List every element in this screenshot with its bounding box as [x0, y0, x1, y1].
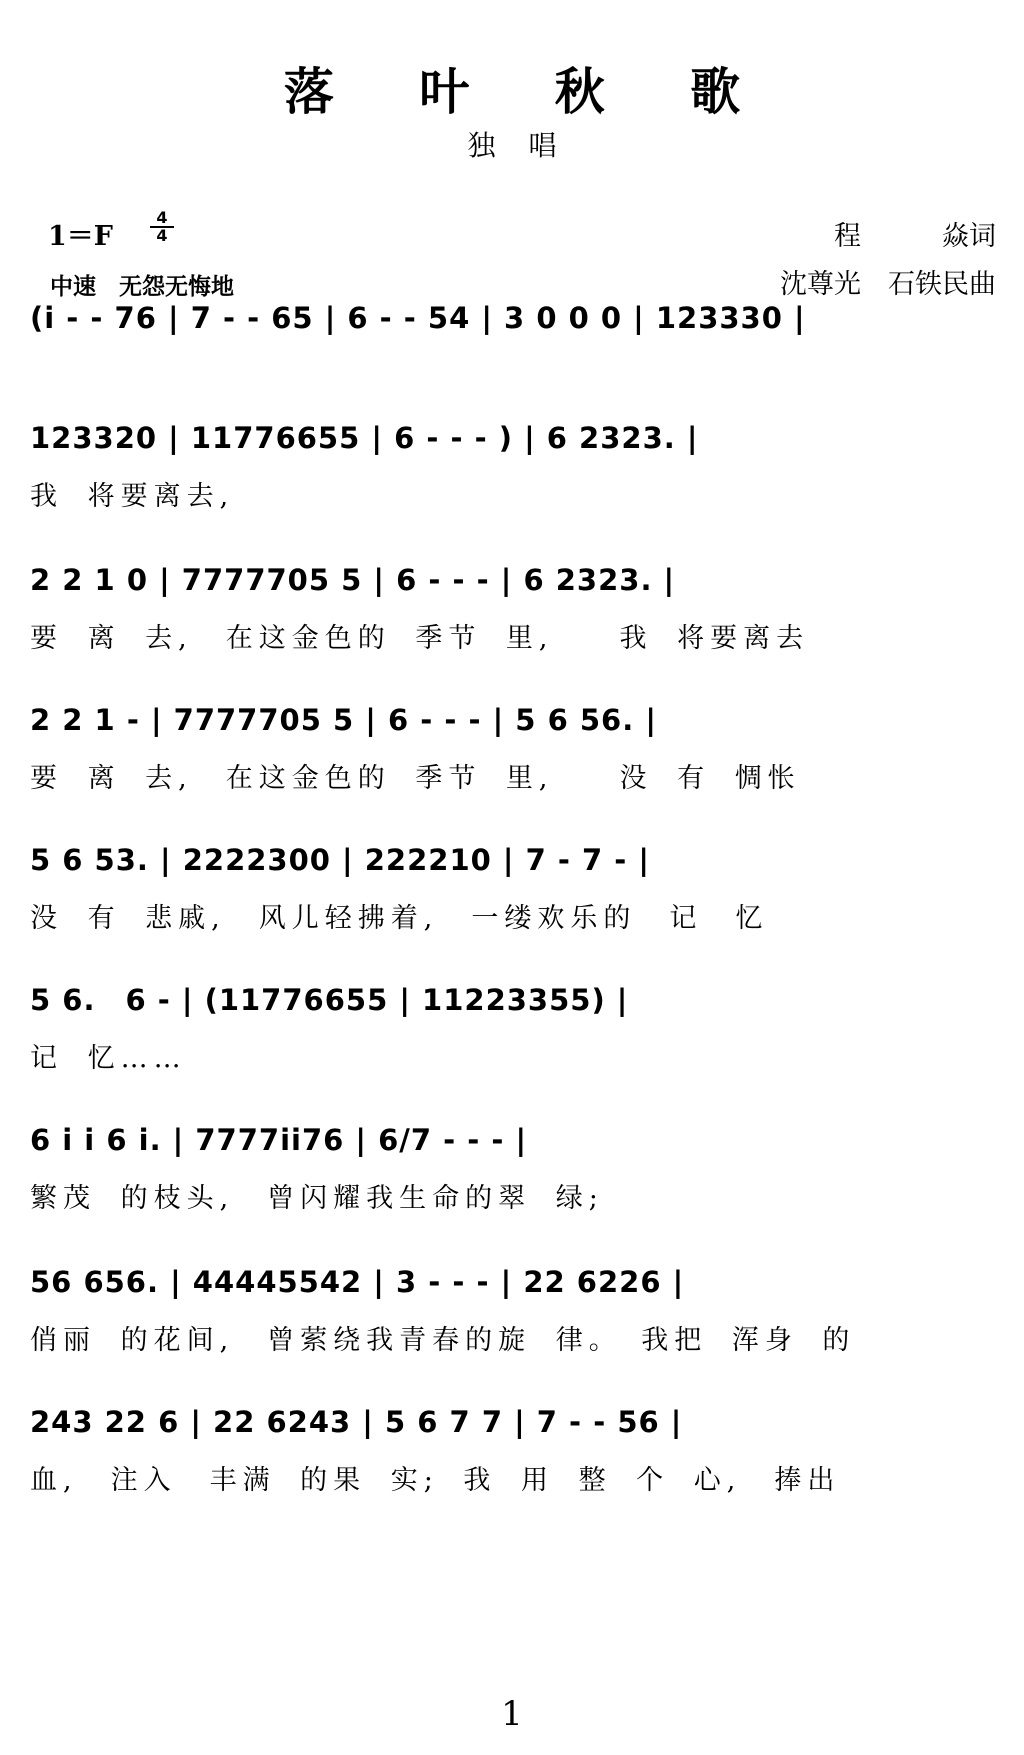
stave-line [0, 1402, 1024, 1512]
notation-line: 5 6 53. | 2222300 | 222210 | 7 - 7 - | [30, 843, 650, 877]
stave-line [0, 840, 1024, 950]
notation-line: 243 22 6 | 22 6243 | 5 6 7 7 | 7 - - 56 | [30, 1405, 683, 1439]
lyrics-line: 记 忆…… [30, 1043, 187, 1074]
lyrics-line: 繁茂 的枝头, 曾闪耀我生命的翠 绿; [30, 1183, 604, 1214]
stave-line [0, 1262, 1024, 1372]
time-signature [150, 210, 174, 244]
notation-line: 123320 | 11776655 | 6 - - - ) | 6 2323. | [30, 421, 699, 455]
lyrics-line: 要 离 去, 在这金色的 季节 里, 没 有 惆怅 [30, 763, 801, 794]
composer-credit: 沈尊光 石铁民曲 [780, 269, 996, 300]
tempo-marking: 中速 无怨无悔地 [50, 274, 234, 300]
lyrics-line: 要 离 去, 在这金色的 季节 里, 我 将要离去 [30, 623, 810, 654]
lyrics-line: 血, 注入 丰满 的果 实; 我 用 整 个 心, 捧出 [30, 1465, 841, 1496]
key-signature: 1＝F [48, 221, 113, 252]
lyrics-line: 没 有 悲戚, 风儿轻拂着, 一缕欢乐的 记 忆 [30, 903, 769, 934]
page-number: 1 [501, 1694, 523, 1734]
time-signature-bottom: 4 [150, 226, 174, 244]
stave-line [0, 418, 1024, 528]
time-signature-top: 4 [156, 208, 168, 227]
notation-line: 5 6. 6 - | (11776655 | 11223355) | [30, 983, 629, 1017]
stave-line [0, 980, 1024, 1090]
notation-line: 6 i i 6 i. | 7777ii76 | 6/7 - - - | [30, 1123, 528, 1157]
notation-line: (i - - 76 | 7 - - 65 | 6 - - 54 | 3 0 0 0 | 123330 | [30, 301, 806, 335]
song-title: 落 叶 秋 歌 [283, 62, 775, 121]
stave-line [0, 298, 1024, 408]
lyrics-line: 俏丽 的花间, 曾萦绕我青春的旋 律。 我把 浑身 的 [30, 1325, 856, 1356]
song-subtitle: 独 唱 [467, 129, 569, 162]
notation-line: 56 656. | 44445542 | 3 - - - | 22 6226 | [30, 1265, 685, 1299]
lyrics-line: 我 将要离去, [30, 481, 235, 512]
stave-line [0, 560, 1024, 670]
notation-line: 2 2 1 0 | 7777705 5 | 6 - - - | 6 2323. | [30, 563, 676, 597]
lyricist-credit: 程 焱词 [834, 221, 996, 252]
notation-line: 2 2 1 - | 7777705 5 | 6 - - - | 5 6 56. | [30, 703, 657, 737]
stave-line [0, 700, 1024, 810]
stave-line [0, 1120, 1024, 1230]
